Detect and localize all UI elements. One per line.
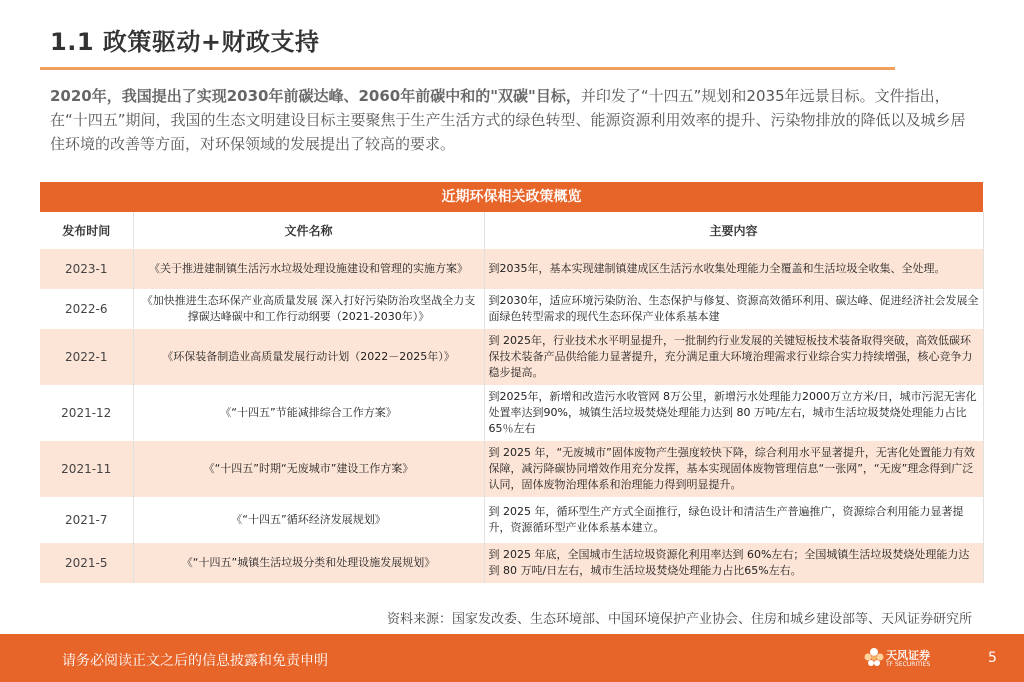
intro-rest: 并印发了“十四五”规划和2035年远景目标。文件指出，在“十四五”期间，我国的生态文明建设目标主要聚焦于生产生活方式的绿色转型、能源资源利用效率的提升、污染物排放的降低以及城乡居住环境的改善等方面，对环保领域的发展提出了较高的要求。: [50, 87, 966, 153]
source-note: 资料来源：国家发改委、生态环境部、中国环境保护产业协会、住房和城乡建设部等、天风证券研究所: [386, 612, 972, 627]
row-date: 2022-1: [40, 329, 133, 385]
company-logo: [862, 644, 932, 674]
row-date: 2021-12: [40, 385, 133, 441]
row-date: 2021-5: [40, 543, 133, 583]
row-content: 到 2025 年，循环型生产方式全面推行，绿色设计和清洁生产普遍推广，资源综合利用能力显著提升，资源循环型产业体系基本建立。: [484, 497, 983, 543]
row-name: 《加快推进生态环保产业高质量发展 深入打好污染防治攻坚战全力支撑碳达峰碳中和工作行动纲要（2021-2030年）》: [133, 289, 484, 329]
row-content: 到 2025 年底，全国城市生活垃圾资源化利用率达到 60%左右；全国城镇生活垃圾焚烧处理能力达到 80 万吨/日左右，城市生活垃圾焚烧处理能力占比65%左右。: [484, 543, 983, 583]
intro-lead: 2020年，我国提出了实现2030年前碳达峰、2060年前碳中和的"双碳"目标，: [50, 87, 581, 105]
row-name: 《关于推进建制镇生活污水垃圾处理设施建设和管理的实施方案》: [133, 249, 484, 289]
table-row: [40, 543, 983, 583]
table-row: [40, 249, 983, 289]
header-name: 文件名称: [133, 212, 484, 249]
tianfeng-flower-logo-icon: [862, 646, 886, 670]
table-row: [40, 497, 983, 543]
table-row: [40, 329, 983, 385]
row-content: 到 2025 年，“无废城市”固体废物产生强度较快下降，综合利用水平显著提升，无害化处置能力有效保障，减污降碳协同增效作用充分发挥，基本实现固体废物管理信息“一张网”，“无废”理念得到广泛认同，固体废物治理体系和治理能力得到明显提升。: [484, 441, 983, 497]
row-date: 2021-7: [40, 497, 133, 543]
row-name: 《“十四五”节能减排综合工作方案》: [133, 385, 484, 441]
page-number: 5: [988, 650, 997, 666]
row-name: 《“十四五”循环经济发展规划》: [133, 497, 484, 543]
footer-disclaimer: 请务必阅读正文之后的信息披露和免责申明: [62, 653, 328, 669]
footer-bar: [0, 634, 1024, 682]
row-date: 2021-11: [40, 441, 133, 497]
row-content: 到2035年，基本实现建制镇建成区生活污水收集处理能力全覆盖和生活垃圾全收集、全处理。: [484, 249, 983, 289]
row-name: 《“十四五”时期“无废城市”建设工作方案》: [133, 441, 484, 497]
row-content: 到2025年，新增和改造污水收管网 8万公里，新增污水处理能力2000万立方米/日，城市污泥无害化处置率达到90%，城镇生活垃圾焚烧处理能力达到 80 万吨/左右，城市生活垃圾焚烧处理能力占比65％左右: [484, 385, 983, 441]
header-content: 主要内容: [484, 212, 983, 249]
table-row: [40, 385, 983, 441]
row-name: 《环保装备制造业高质量发展行动计划（2022－2025年）》: [133, 329, 484, 385]
table-caption: 近期环保相关政策概览: [40, 182, 983, 212]
row-name: 《“十四五”城镇生活垃圾分类和处理设施发展规划》: [133, 543, 484, 583]
row-date: 2022-6: [40, 289, 133, 329]
row-content: 到 2025年，行业技术水平明显提升，一批制约行业发展的关键短板技术装备取得突破，高效低碳环保技术装备产品供给能力显著提升，充分满足重大环境治理需求行业综合实力持续增强，核心竞争力稳步提高。: [484, 329, 983, 385]
table-row: [40, 441, 983, 497]
table-row: [40, 289, 983, 329]
intro-paragraph: [50, 84, 975, 156]
header-date: 发布时间: [40, 212, 133, 249]
row-content: 到2030年，适应环境污染防治、生态保护与修复、资源高效循环利用、碳达峰、促进经济社会发展全面绿色转型需求的现代生态环保产业体系基本建: [484, 289, 983, 329]
title-rule: [40, 67, 895, 70]
page-title: 1.1 政策驱动+财政支持: [50, 28, 320, 56]
logo-name: 天风证券: [886, 649, 930, 662]
row-date: 2023-1: [40, 249, 133, 289]
logo-subtitle: TF SECURITIES: [886, 661, 931, 668]
table-header-row: [40, 212, 983, 249]
policy-table-grid: [40, 212, 984, 583]
policy-table: [40, 182, 983, 583]
